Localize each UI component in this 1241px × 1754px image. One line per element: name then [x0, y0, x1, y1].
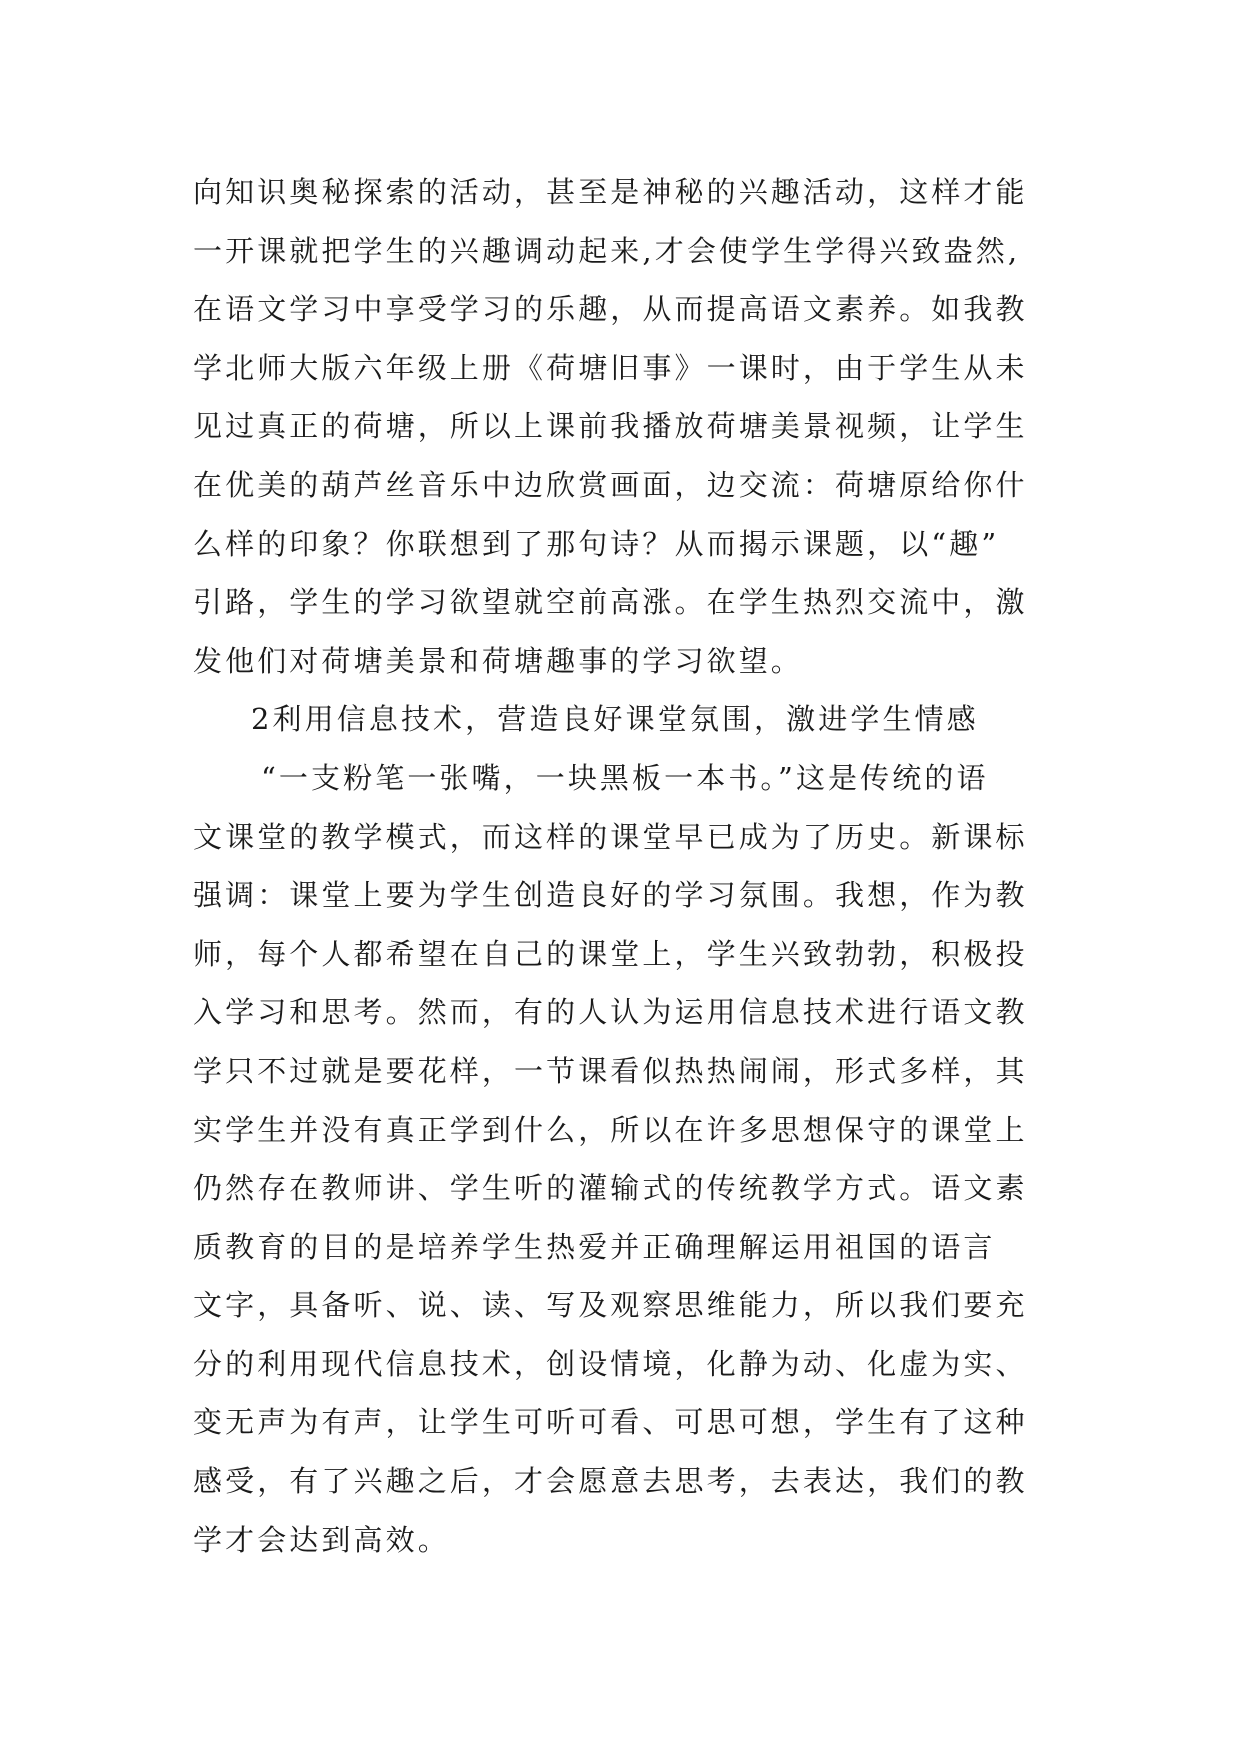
text-line: 文课堂的教学模式，而这样的课堂早已成为了历史。新课标 [193, 819, 1028, 854]
text-line: “一支粉笔一张嘴，一块黑板一本书。”这是传统的语 [261, 760, 989, 795]
text-line: 文字，具备听、说、读、写及观察思维能力，所以我们要充 [193, 1288, 1028, 1323]
text-line: 学才会达到高效。 [193, 1522, 450, 1557]
text-line: 一开课就把学生的兴趣调动起来,才会使学生学得兴致盎然, [193, 233, 1021, 268]
text-line: 向知识奥秘探索的活动，甚至是神秘的兴趣活动，这样才能 [193, 175, 1028, 209]
text-line: 强调：课堂上要为学生创造良好的学习氛围。我想，作为教 [193, 878, 1028, 913]
text-line: 引路，学生的学习欲望就空前高涨。在学生热烈交流中，激 [193, 585, 1028, 620]
text-line: 发他们对荷塘美景和荷塘趣事的学习欲望。 [193, 643, 803, 678]
text-line: 师，每个人都希望在自己的课堂上，学生兴致勃勃，积极投 [193, 936, 1028, 971]
text-line: 入学习和思考。然而，有的人认为运用信息技术进行语文教 [193, 995, 1028, 1030]
text-line: 在优美的葫芦丝音乐中边欣赏画面，边交流：荷塘原给你什 [193, 467, 1028, 502]
text-line: 学只不过就是要花样，一节课看似热热闹闹，形式多样，其 [193, 1053, 1028, 1088]
text-line: 仍然存在教师讲、学生听的灌输式的传统教学方式。语文素 [193, 1171, 1028, 1206]
text-line: 么样的印象？你联想到了那句诗？从而揭示课题，以“趣” [193, 526, 1000, 561]
text-line: 分的利用现代信息技术，创设情境，化静为动、化虚为实、 [193, 1346, 1028, 1381]
text-line: 实学生并没有真正学到什么，所以在许多思想保守的课堂上 [193, 1112, 1028, 1147]
text-line: 质教育的目的是培养学生热爱并正确理解运用祖国的语言 [193, 1229, 996, 1264]
text-line: 在语文学习中享受学习的乐趣，从而提高语文素养。如我教 [193, 292, 1028, 327]
text-line: 见过真正的荷塘，所以上课前我播放荷塘美景视频，让学生 [193, 409, 1028, 444]
text-line: 学北师大版六年级上册《荷塘旧事》一课时，由于学生从未 [193, 350, 1028, 385]
section-heading: 2利用信息技术，营造良好课堂氛围，激进学生情感 [251, 702, 979, 737]
body-text [193, 163, 1073, 1569]
text-line: 变无声为有声，让学生可听可看、可思可想，学生有了这种 [193, 1405, 1028, 1440]
text-line: 感受，有了兴趣之后，才会愿意去思考，去表达，我们的教 [193, 1464, 1028, 1499]
